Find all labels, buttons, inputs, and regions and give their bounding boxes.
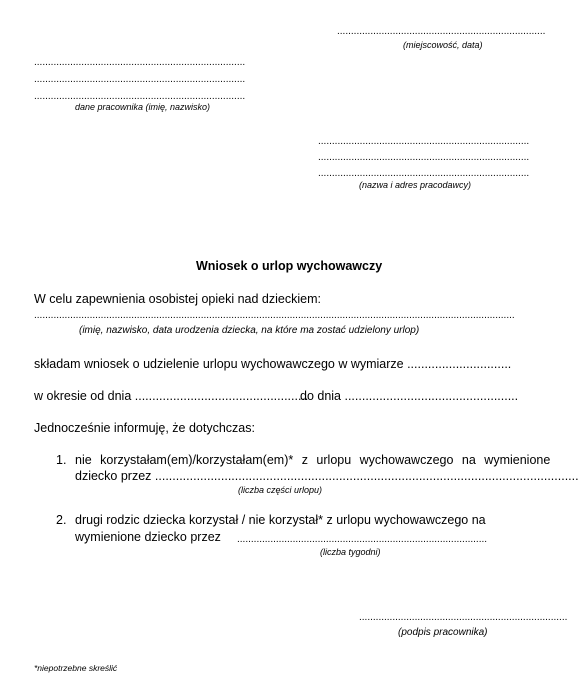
period-from: w okresie od dnia .................................................. — [34, 389, 309, 403]
place-date-label: (miejscowość, data) — [403, 40, 483, 50]
item2-line2: wymienione dziecko przez — [75, 530, 221, 544]
request-line: składam wniosek o udzielenie urlopu wychowawczego w wymiarze .............................. — [34, 357, 512, 371]
item2-number: 2. — [56, 513, 67, 527]
employer-dots-1: ............................................................................ — [318, 136, 530, 147]
signature-dots: ........................................................................... — [359, 612, 568, 623]
inform-line: Jednocześnie informuję, że dotychczas: — [34, 421, 255, 435]
item2-dots: .......................................................................................... — [237, 534, 488, 545]
employer-dots-2: ............................................................................ — [318, 152, 530, 163]
employee-label: dane pracownika (imię, nazwisko) — [75, 102, 211, 112]
employer-dots-3: ............................................................................ — [318, 168, 530, 179]
item1-label: (liczba części urlopu) — [238, 485, 323, 495]
employee-dots-2: ............................................................................ — [34, 74, 246, 85]
footnote: *niepotrzebne skreślić — [34, 663, 118, 673]
employer-label: (nazwa i adres pracodawcy) — [359, 180, 472, 190]
item2-label: (liczba tygodni) — [320, 547, 381, 557]
item1-line2: dziecko przez .......................................................................................................................... — [75, 469, 579, 483]
item1-line1: nie korzystałam(em)/korzystałam(em)* z urlopu wychowawczego na wymienione — [75, 453, 551, 467]
child-label: (imię, nazwisko, data urodzenia dziecka, na które ma zostać udzielony urlop) — [79, 325, 420, 336]
child-dots: ............................................................................................................................................................................. — [34, 310, 515, 321]
employee-dots-1: ............................................................................ — [34, 57, 246, 68]
item1-number: 1. — [56, 453, 67, 467]
employee-dots-3: ............................................................................ — [34, 91, 246, 102]
period-to: do dnia .................................................. — [300, 389, 519, 403]
place-date-dots: ........................................................................... — [337, 26, 546, 37]
intro-text: W celu zapewnienia osobistej opieki nad dzieckiem: — [34, 292, 321, 306]
signature-label: (podpis pracownika) — [398, 627, 488, 638]
document-title: Wniosek o urlop wychowawczy — [196, 259, 383, 273]
item2-line1: drugi rodzic dziecka korzystał / nie korzystał* z urlopu wychowawczego na — [75, 513, 486, 527]
